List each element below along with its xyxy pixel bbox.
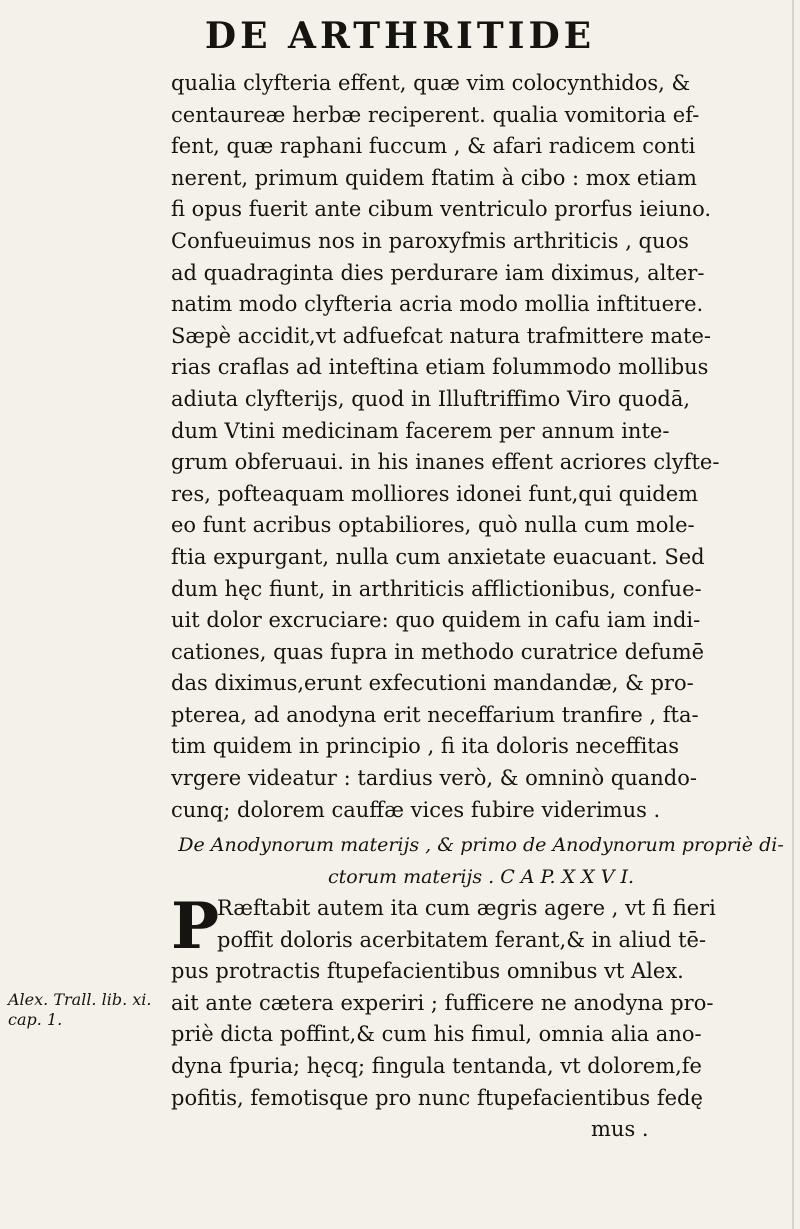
text-line: pus protractis ftupefacientibus omnibus vt Alex. <box>171 959 684 984</box>
text-line: qualia clyfteria effent, quæ vim colocynthidos, & <box>171 71 691 95</box>
text-line: nerent, primum quidem ftatim à cibo : mox etiam <box>171 165 697 190</box>
text-line: Ræftabit autem ita cum ægris agere , vt fi fieri <box>217 896 716 920</box>
text-line: ad quadraginta dies perdurare iam diximus, alter- <box>171 260 705 285</box>
text-line: priè dicta poffint,& cum his fimul, omnia alia ano- <box>171 1022 702 1047</box>
text-line: grum obferuaui. in his inanes effent acriores clyfte- <box>171 450 720 475</box>
text-line: eo funt acribus optabiliores, quò nulla cum mole- <box>171 513 695 538</box>
text-line: vrgere videatur : tardius verò, & omninò quando- <box>171 766 697 791</box>
text-line: Sæpè accidit,vt adfuefcat natura trafmittere mate- <box>171 323 712 348</box>
text-line: poffit doloris acerbitatem ferant,& in aliud tē- <box>217 927 707 952</box>
chapter-heading-line: De Anodynorum materijs , & primo de Anodynorum propriè di- <box>178 834 784 857</box>
text-line: pterea, ad anodyna erit neceffarium tranfire , fta- <box>171 702 699 727</box>
page-edge <box>792 0 794 1229</box>
text-line: uit dolor excruciare: quo quidem in cafu iam indi- <box>171 608 701 633</box>
text-line: fent, quæ raphani fuccum , & afari radicem conti <box>171 134 696 159</box>
text-line: centaureæ herbæ reciperent. qualia vomitoria ef- <box>171 102 700 127</box>
text-line: Confueuimus nos in paroxyfmis arthriticis , quos <box>171 228 689 253</box>
text-line: res, pofteaquam molliores idonei funt,qui quidem <box>171 481 699 506</box>
text-line: tim quidem in principio , fi ita doloris neceffitas <box>171 734 680 759</box>
text-line: natim modo clyfteria acria modo mollia inftituere. <box>171 292 704 317</box>
text-line: fi opus fuerit ante cibum ventriculo prorfus ieiuno. <box>171 197 712 222</box>
text-line: dum hęc fiunt, in arthriticis afflictionibus, confue- <box>171 576 702 601</box>
text-line: mus . <box>591 1117 649 1142</box>
paragraph-2 <box>171 889 791 1146</box>
running-header: DE ARTHRITIDE <box>204 15 596 57</box>
paragraph-1 <box>171 68 791 893</box>
text-line: ait ante cætera experiri ; fufficere ne anodyna pro- <box>171 990 714 1015</box>
text-line: das diximus,erunt exfecutioni mandandæ, & pro- <box>171 671 694 696</box>
text-line: ftia expurgant, nulla cum anxietate euacuant. Sed <box>171 544 705 569</box>
margin-note: Alex. Trall. lib. xi. cap. 1. <box>8 990 152 1029</box>
drop-cap: P <box>171 889 220 964</box>
text-line: adiuta clyfterijs, quod in Illuftriffimo Viro quodā, <box>171 386 691 411</box>
text-line: dum Vtini medicinam facerem per annum inte- <box>171 418 670 443</box>
text-line: pofitis, femotisque pro nunc ftupefacientibus fedę <box>171 1085 703 1110</box>
chapter-heading-line: ctorum materijs . C A P. X X V I. <box>327 865 635 888</box>
text-line: cunq; dolorem cauffæ vices fubire viderimus . <box>171 797 661 822</box>
text-line: dyna fpuria; hęcq; fingula tentanda, vt dolorem,fe <box>171 1053 702 1078</box>
text-line: rias craflas ad inteftina etiam folummodo mollibus <box>171 355 709 380</box>
text-line: cationes, quas fupra in methodo curatrice defumē <box>171 639 705 664</box>
